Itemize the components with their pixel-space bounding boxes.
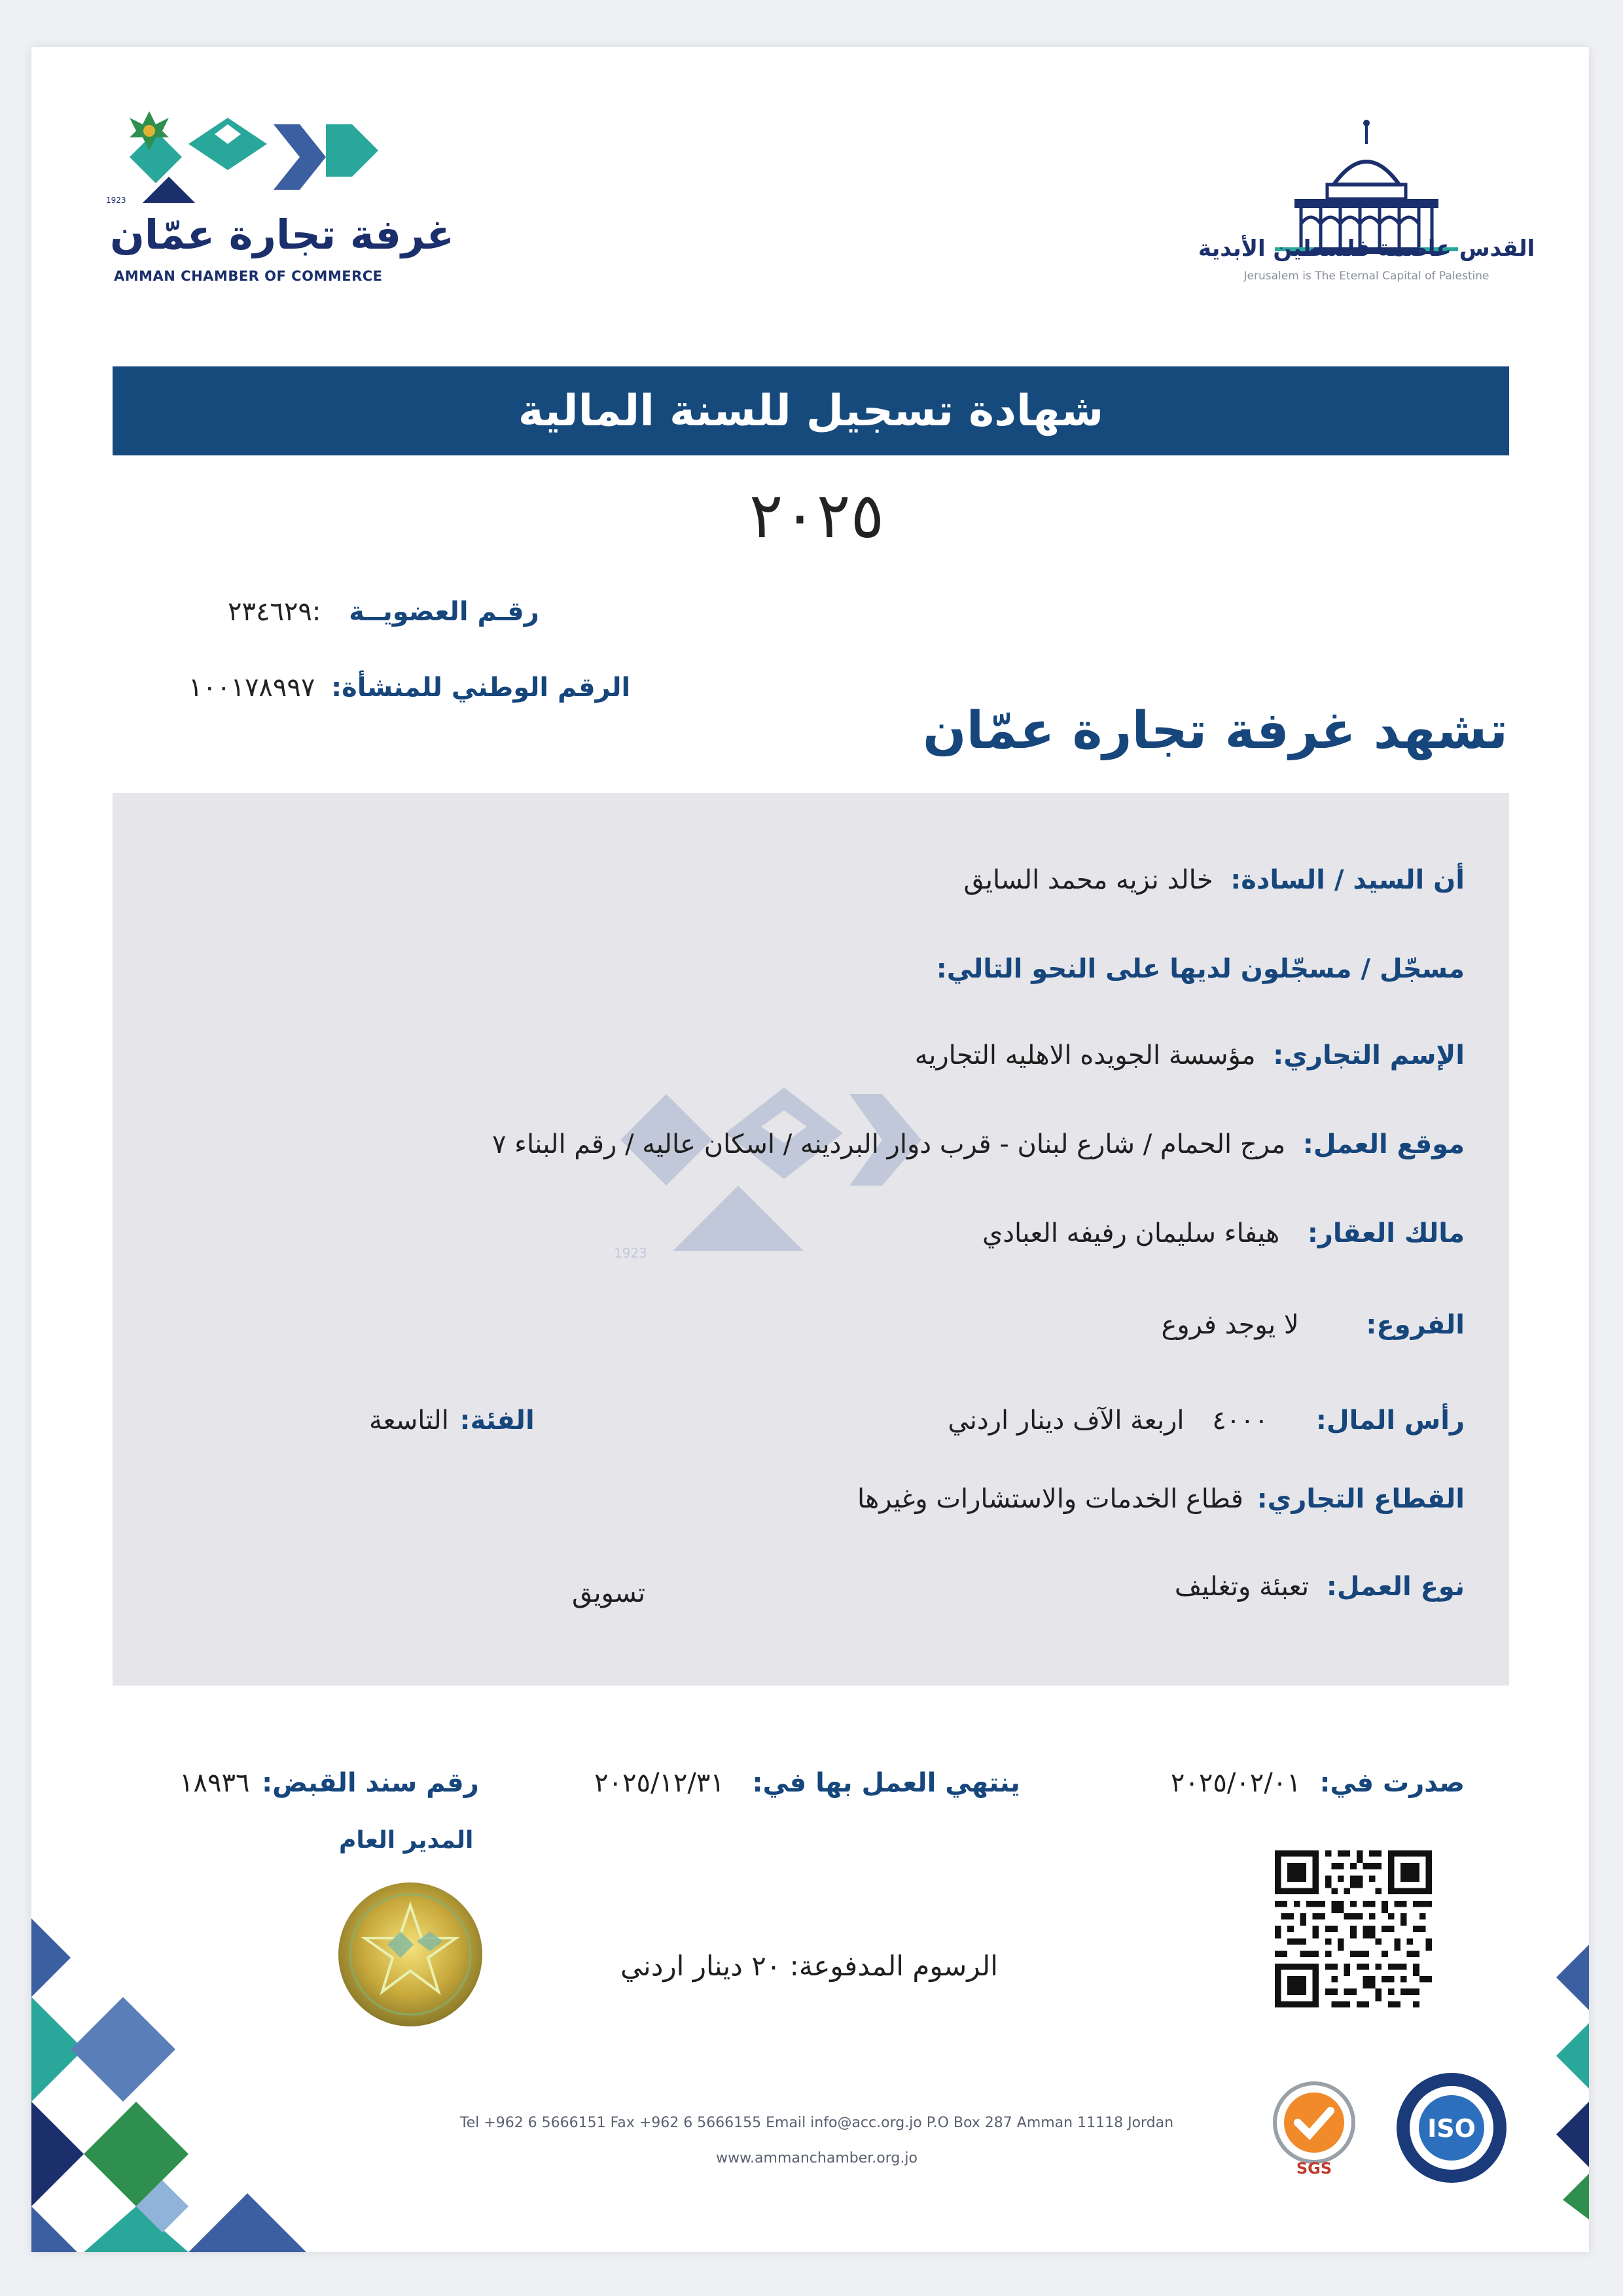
- field-capital: [948, 1405, 1465, 1436]
- expires-label: ينتهي العمل بها في:: [752, 1768, 1020, 1798]
- watermark-year: 1923: [614, 1245, 647, 1261]
- national-id-label: الرقم الوطني للمنشأة:: [331, 673, 631, 703]
- attest-heading: تشهد غرفة تجارة عمّان: [922, 701, 1508, 760]
- amman-watermark-logo: [594, 1061, 974, 1271]
- field-work-type-2: [572, 1578, 654, 1608]
- sector-value: قطاع الخدمات والاستشارات وغيرها: [857, 1484, 1243, 1514]
- membership-value: :٢٣٤٦٢٩: [228, 597, 321, 627]
- title-bar: [113, 366, 1509, 455]
- mr-value: خالد نزيه محمد السايق: [963, 865, 1213, 895]
- field-trade-name: [915, 1040, 1465, 1070]
- trade-name-value: مؤسسة الجويده الاهليه التجاريه: [914, 1040, 1256, 1070]
- category-label: الفئة:: [459, 1405, 535, 1436]
- field-work-type: [1175, 1572, 1465, 1602]
- trade-name-label: الإسم التجاري:: [1273, 1040, 1465, 1070]
- field-owner: [982, 1218, 1465, 1248]
- receipt-number: [179, 1768, 479, 1798]
- receipt-label: رقم سند القبض:: [262, 1768, 479, 1798]
- expires-value: ٢٠٢٥/١٢/٣١: [594, 1768, 724, 1798]
- receipt-value: ١٨٩٣٦: [179, 1768, 250, 1798]
- capital-number: ٤٠٠٠: [1212, 1405, 1269, 1436]
- branches-label: الفروع:: [1366, 1310, 1465, 1340]
- contact-info: Tel +962 6 5666151 Fax +962 6 5666155 Email info@acc.org.jo P.O Box 287 Amman 11118 Jordan: [459, 2115, 1174, 2131]
- sgs-label: SGS: [1296, 2159, 1332, 2178]
- work-type-value-2: تسويق: [572, 1578, 645, 1608]
- sgs-certification-icon: [1262, 2075, 1366, 2180]
- location-label: موقع العمل:: [1302, 1129, 1465, 1159]
- category-value: التاسعة: [369, 1405, 449, 1436]
- membership-number: [228, 597, 539, 627]
- capital-words: اربعة الآف دينار اردني: [948, 1405, 1185, 1436]
- location-value: مرج الحمام / شارع لبنان - قرب دوار البردينه / اسكان عاليه / رقم البناء ٧: [491, 1129, 1286, 1159]
- owner-label: مالك العقار:: [1307, 1218, 1465, 1248]
- sector-label: القطاع التجاري:: [1257, 1484, 1465, 1514]
- dome-of-rock-icon: [1249, 113, 1484, 289]
- mr-label: أن السيد / السادة:: [1230, 865, 1465, 895]
- quds-caption-english: Jerusalem is The Eternal Capital of Palestine: [1243, 270, 1489, 283]
- quds-caption-arabic: القدس عاصمة فلسطين الأبدية: [1198, 236, 1535, 262]
- decorative-geometric-pattern: [31, 1918, 346, 2252]
- work-type-label: نوع العمل:: [1326, 1572, 1465, 1602]
- work-type-value: تعبئة وتغليف: [1174, 1572, 1310, 1602]
- issued-value: ٢٠٢٥/٠٢/٠١: [1170, 1768, 1301, 1798]
- capital-label: رأس المال:: [1315, 1405, 1465, 1436]
- iso-label: ISO: [1427, 2114, 1476, 2143]
- national-id: [188, 673, 630, 703]
- field-location: [492, 1129, 1465, 1159]
- website-link[interactable]: www.ammanchamber.org.jo: [716, 2150, 918, 2166]
- general-manager-label: المدير العام: [339, 1827, 474, 1854]
- decorative-edge-pattern: [1556, 1945, 1589, 2219]
- registered-label: مسجّل / مسجّلون لديها على النحو التالي:: [936, 954, 1465, 984]
- certificate-page: [31, 47, 1589, 2252]
- amman-logo-english: AMMAN CHAMBER OF COMMERCE: [114, 268, 383, 284]
- branches-value: لا يوجد فروع: [1161, 1310, 1299, 1340]
- field-category: [369, 1405, 535, 1436]
- expiry-date: [594, 1768, 1020, 1798]
- owner-value: هيفاء سليمان رفيفه العبادي: [982, 1218, 1280, 1248]
- national-id-value: ١٠٠١٧٨٩٩٧: [188, 673, 315, 703]
- fees-paid: الرسوم المدفوعة: ٢٠ دينار اردني: [620, 1950, 998, 1982]
- field-mr: [964, 865, 1465, 895]
- qr-code[interactable]: [1275, 1850, 1432, 2007]
- issued-date: [1171, 1768, 1465, 1798]
- certificate-year: ٢٠٢٥: [749, 479, 885, 552]
- field-registered: [936, 954, 1465, 984]
- membership-label: رقـم العضويــة: [349, 597, 539, 627]
- field-sector: [857, 1484, 1465, 1514]
- iso-certification-icon: [1393, 2069, 1510, 2187]
- gold-seal-icon: [335, 1879, 486, 2030]
- field-branches: [1162, 1310, 1465, 1340]
- certificate-title: شهادة تسجيل للسنة المالية: [518, 385, 1104, 436]
- amman-logo-year: 1923: [106, 196, 126, 205]
- amman-logo-arabic: غرفة تجارة عمّان: [110, 211, 454, 258]
- issued-label: صدرت في:: [1319, 1768, 1465, 1798]
